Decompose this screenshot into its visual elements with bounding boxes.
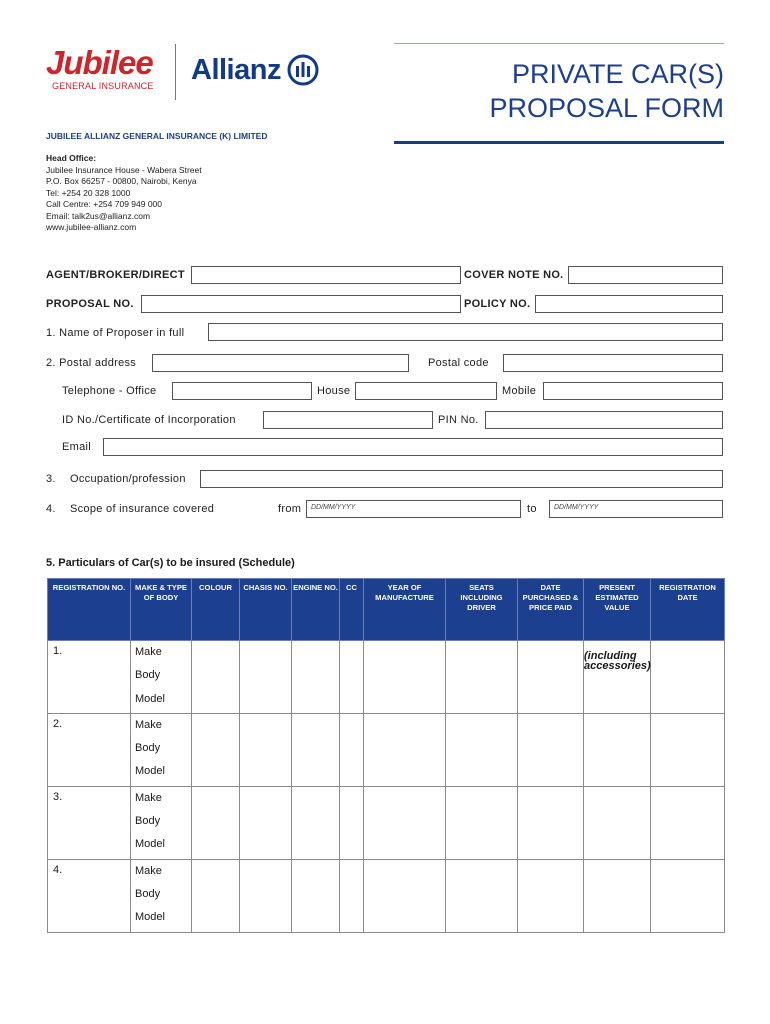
house-phone-field[interactable] bbox=[355, 382, 497, 400]
call-centre-line: Call Centre: +254 709 949 000 bbox=[46, 199, 163, 209]
chasis-cell[interactable] bbox=[240, 786, 292, 859]
to-date-field[interactable] bbox=[549, 500, 723, 518]
row-number: 4. bbox=[48, 859, 131, 932]
schedule-title: 5. Particulars of Car(s) to be insured (Schedule) bbox=[46, 557, 295, 569]
scope-number: 4. bbox=[46, 503, 56, 515]
row-number: 2. bbox=[48, 713, 131, 786]
header-date-purchased: DATE PURCHASED & PRICE PAID bbox=[518, 579, 584, 641]
scope-label: Scope of insurance covered bbox=[70, 503, 215, 515]
make-body-model-cell bbox=[131, 713, 192, 786]
model-label: Model bbox=[135, 911, 165, 924]
logo-divider bbox=[175, 44, 176, 100]
chasis-cell[interactable] bbox=[240, 641, 292, 714]
make-label: Make bbox=[135, 791, 162, 804]
mobile-label: Mobile bbox=[502, 385, 537, 397]
email-field[interactable] bbox=[103, 438, 723, 456]
make-body-model-cell bbox=[131, 641, 192, 714]
header-cc: CC bbox=[340, 579, 364, 641]
date-purchased-cell[interactable] bbox=[518, 859, 584, 932]
allianz-logo-wordmark: Allianz bbox=[191, 53, 281, 86]
policy-no-field[interactable] bbox=[535, 295, 723, 313]
present-value-cell[interactable] bbox=[584, 786, 651, 859]
engine-cell[interactable] bbox=[292, 786, 340, 859]
colour-cell[interactable] bbox=[192, 713, 240, 786]
header-seats: SEATS INCLUDING DRIVER bbox=[446, 579, 518, 641]
seats-cell[interactable] bbox=[446, 641, 518, 714]
present-value-cell[interactable] bbox=[584, 859, 651, 932]
form-title-line2: PROPOSAL FORM bbox=[489, 93, 724, 123]
cc-cell[interactable] bbox=[340, 641, 364, 714]
schedule-row bbox=[48, 641, 725, 714]
address-line-2: P.O. Box 66257 - 00800, Nairobi, Kenya bbox=[46, 176, 197, 186]
email-label: Email bbox=[62, 441, 92, 453]
jubilee-logo-subtitle: GENERAL INSURANCE bbox=[52, 81, 154, 91]
head-office-label: Head Office: bbox=[46, 153, 97, 163]
body-label: Body bbox=[135, 815, 161, 828]
allianz-eagle-icon bbox=[287, 54, 319, 86]
pin-no-label: PIN No. bbox=[438, 414, 479, 426]
website-line: www.jubilee-allianz.com bbox=[46, 222, 137, 232]
from-label: from bbox=[278, 503, 302, 515]
agent-broker-field[interactable] bbox=[191, 266, 461, 284]
chasis-cell[interactable] bbox=[240, 713, 292, 786]
schedule-table bbox=[47, 578, 725, 933]
from-date-placeholder: DD/MM/YYYY bbox=[311, 504, 356, 511]
schedule-header-row bbox=[48, 579, 725, 641]
model-label: Model bbox=[135, 692, 165, 705]
make-label: Make bbox=[135, 718, 162, 731]
row-number: 1. bbox=[48, 641, 131, 714]
year-cell[interactable] bbox=[364, 786, 446, 859]
agent-broker-label: AGENT/BROKER/DIRECT bbox=[46, 269, 185, 281]
to-label: to bbox=[527, 503, 537, 515]
telephone-office-label: Telephone - Office bbox=[62, 385, 157, 397]
engine-cell[interactable] bbox=[292, 713, 340, 786]
occupation-field[interactable] bbox=[200, 470, 723, 488]
occupation-number: 3. bbox=[46, 473, 56, 485]
colour-cell[interactable] bbox=[192, 786, 240, 859]
telephone-office-field[interactable] bbox=[172, 382, 312, 400]
make-body-model-cell bbox=[131, 786, 192, 859]
cc-cell[interactable] bbox=[340, 713, 364, 786]
seats-cell[interactable] bbox=[446, 713, 518, 786]
id-no-label: ID No./Certificate of Incorporation bbox=[62, 414, 236, 426]
proposal-no-label: PROPOSAL NO. bbox=[46, 298, 134, 310]
to-date-placeholder: DD/MM/YYYY bbox=[554, 504, 599, 511]
header-make-type-body: MAKE & TYPE OF BODY bbox=[131, 579, 192, 641]
make-label: Make bbox=[135, 646, 162, 658]
policy-no-label: POLICY NO. bbox=[464, 298, 531, 310]
cc-cell[interactable] bbox=[340, 786, 364, 859]
seats-cell[interactable] bbox=[446, 859, 518, 932]
header-registration-date: REGISTRATION DATE bbox=[651, 579, 725, 641]
body-label: Body bbox=[135, 669, 161, 682]
registration-date-cell[interactable] bbox=[651, 786, 725, 859]
date-purchased-cell[interactable] bbox=[518, 713, 584, 786]
including-accessories-note: (including accessories) bbox=[584, 650, 651, 672]
house-phone-label: House bbox=[317, 385, 351, 397]
registration-date-cell[interactable] bbox=[651, 713, 725, 786]
allianz-logo bbox=[191, 52, 319, 88]
schedule-row bbox=[48, 859, 725, 932]
id-no-field[interactable] bbox=[263, 411, 433, 429]
header-colour: COLOUR bbox=[192, 579, 240, 641]
registration-date-cell[interactable] bbox=[651, 859, 725, 932]
model-label: Model bbox=[135, 765, 165, 778]
telephone-line: Tel: +254 20 328 1000 bbox=[46, 187, 131, 198]
pin-no-field[interactable] bbox=[485, 411, 723, 429]
email-line: Email: talk2us@allianz.com bbox=[46, 210, 151, 221]
form-title-line1: PRIVATE CAR(S) bbox=[511, 59, 724, 89]
head-office-block bbox=[46, 153, 202, 234]
date-purchased-cell[interactable] bbox=[518, 786, 584, 859]
occupation-label: Occupation/profession bbox=[70, 473, 186, 485]
year-cell[interactable] bbox=[364, 713, 446, 786]
engine-cell[interactable] bbox=[292, 641, 340, 714]
title-bottom-rule bbox=[394, 141, 724, 144]
model-label: Model bbox=[135, 838, 165, 851]
form-title bbox=[430, 57, 724, 125]
header-engine-no: ENGINE NO. bbox=[292, 579, 340, 641]
registration-date-cell[interactable] bbox=[651, 641, 725, 714]
present-value-cell[interactable] bbox=[584, 641, 651, 714]
header-present-value: PRESENT ESTIMATED VALUE bbox=[584, 579, 651, 641]
make-body-model-cell bbox=[131, 859, 192, 932]
date-purchased-cell[interactable] bbox=[518, 641, 584, 714]
present-value-cell[interactable] bbox=[584, 713, 651, 786]
seats-cell[interactable] bbox=[446, 786, 518, 859]
header-year-of-manufacture: YEAR OF MANUFACTURE bbox=[364, 579, 446, 641]
postal-code-label: Postal code bbox=[428, 357, 489, 369]
body-label: Body bbox=[135, 887, 161, 900]
cover-note-field[interactable] bbox=[568, 266, 723, 284]
year-cell[interactable] bbox=[364, 641, 446, 714]
schedule-row bbox=[48, 713, 725, 786]
mobile-field[interactable] bbox=[543, 382, 723, 400]
engine-cell[interactable] bbox=[292, 859, 340, 932]
postal-code-field[interactable] bbox=[503, 354, 723, 372]
body-label: Body bbox=[135, 742, 161, 755]
cover-note-label: COVER NOTE NO. bbox=[464, 269, 564, 281]
colour-cell[interactable] bbox=[192, 641, 240, 714]
title-top-rule bbox=[394, 43, 724, 44]
from-date-field[interactable] bbox=[306, 500, 521, 518]
postal-address-field[interactable] bbox=[152, 354, 409, 372]
header-registration-no: REGISTRATION NO. bbox=[48, 579, 131, 641]
header-chasis-no: CHASIS NO. bbox=[240, 579, 292, 641]
proposer-name-label: 1. Name of Proposer in full bbox=[46, 327, 185, 339]
cc-cell[interactable] bbox=[340, 859, 364, 932]
make-label: Make bbox=[135, 864, 162, 877]
company-name: JUBILEE ALLIANZ GENERAL INSURANCE (K) LIMITED bbox=[46, 131, 268, 141]
colour-cell[interactable] bbox=[192, 859, 240, 932]
jubilee-logo-wordmark: Jubilee bbox=[46, 44, 153, 81]
jubilee-logo bbox=[46, 46, 158, 98]
address-line-1: Jubilee Insurance House - Wabera Street bbox=[46, 164, 202, 175]
year-cell[interactable] bbox=[364, 859, 446, 932]
chasis-cell[interactable] bbox=[240, 859, 292, 932]
schedule-row bbox=[48, 786, 725, 859]
row-number: 3. bbox=[48, 786, 131, 859]
postal-address-label: 2. Postal address bbox=[46, 357, 137, 369]
proposal-no-field[interactable] bbox=[141, 295, 461, 313]
proposer-name-field[interactable] bbox=[208, 323, 723, 341]
